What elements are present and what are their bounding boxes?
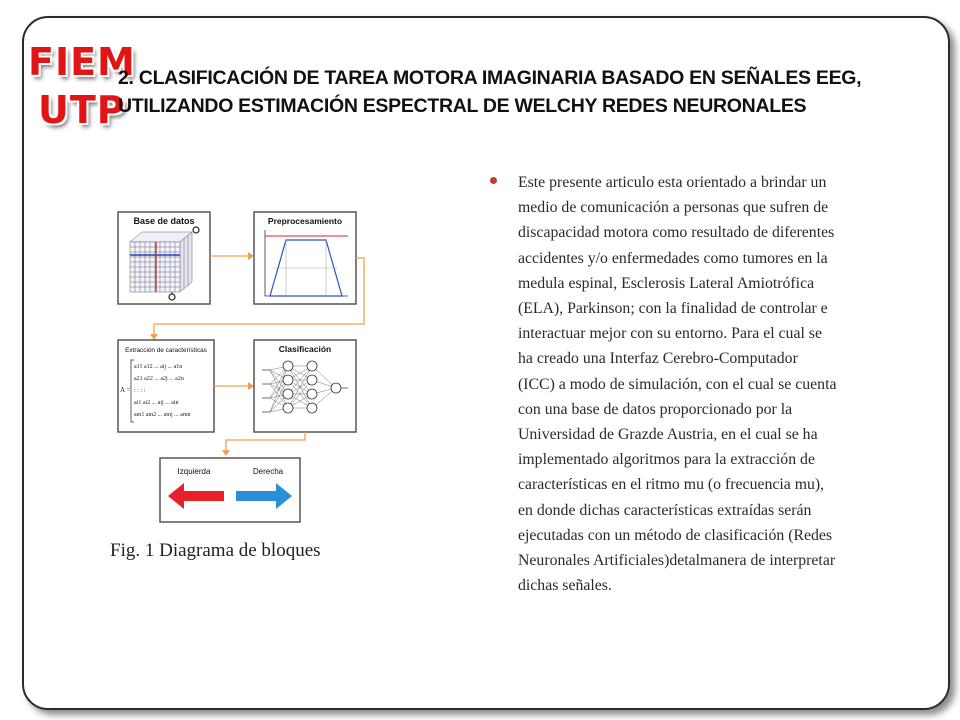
- paragraph-line: accidentes y/o enfermedades como tumores en la: [518, 249, 828, 267]
- data-cube-icon: [130, 232, 192, 292]
- title-line-1: 2. CLASIFICACIÓN DE TAREA MOTORA IMAGINARIA BASADO EN SEÑALES EEG,: [118, 67, 862, 89]
- logo-fiem: FIEM: [28, 40, 136, 84]
- database-block: [118, 212, 210, 304]
- paragraph-line: (ICC) a modo de simulación, con el cual se cuenta: [518, 375, 837, 393]
- extraction-block: [118, 340, 214, 432]
- preprocessing-block: [254, 212, 356, 304]
- paragraph-line: ejecutadas con un método de clasificación (Redes: [518, 526, 833, 544]
- classification-block: [254, 340, 356, 432]
- classification-label: Clasificación: [278, 344, 332, 354]
- matrix-row: ai1 ai2 ... aij ... ain: [134, 400, 179, 406]
- matrix-row: a11 a12 ... aij ... a1n: [134, 364, 183, 370]
- paragraph-line: interactuar mejor con su entorno. Para el cual se: [518, 325, 822, 343]
- arrow-link-1: [210, 252, 254, 260]
- extraction-label: Extracción de características: [125, 347, 207, 354]
- matrix-row: : : : :: [134, 388, 146, 394]
- arrow-link-3: [214, 382, 254, 390]
- paragraph-line: (ELA), Parkinson; con la finalidad de controlar e: [518, 300, 828, 318]
- paragraph-line: ha creado una Interfaz Cerebro-Computador: [518, 350, 798, 368]
- bullet-paragraph: [490, 170, 905, 598]
- paragraph-line: en donde dichas características extraídas serán: [518, 501, 812, 519]
- block-diagram: [108, 200, 366, 528]
- matrix-row: a21 a22 ... a2j ... a2n: [134, 376, 184, 382]
- paragraph-line: Este presente articulo esta orientado a brindar un: [518, 174, 827, 191]
- paragraph-text: [518, 170, 905, 598]
- slide-title: [118, 64, 918, 120]
- matrix-row: am1 am2 ... amj ... amn: [134, 412, 191, 418]
- left-label: Izquierda: [177, 467, 211, 476]
- logo-utp: UTP: [38, 88, 126, 132]
- paragraph-line: medula espinal, Esclerosis Lateral Amiotrófica: [518, 274, 815, 292]
- arrow-link-4: [222, 432, 305, 456]
- matrix-symbol: A =: [120, 386, 131, 394]
- paragraph-line: con una base de datos proporcionado por la: [518, 400, 793, 418]
- bullet-dot-icon: [490, 177, 497, 184]
- database-label: Base de datos: [133, 216, 195, 226]
- paragraph-line: implementado algoritmos para la extracción de: [518, 451, 815, 469]
- paragraph-line: Neuronales Artificiales)detalmanera de interpretar: [518, 552, 836, 570]
- output-block: [160, 458, 300, 522]
- paragraph-line: dichas señales.: [518, 577, 612, 595]
- figure-caption: Fig. 1 Diagrama de bloques: [110, 540, 321, 561]
- title-line-2: UTILIZANDO ESTIMACIÓN ESPECTRAL DE WELCHY REDES NEURONALES: [118, 95, 807, 117]
- preprocessing-label: Preprocesamiento: [267, 216, 343, 226]
- paragraph-line: discapacidad motora como resultado de diferentes: [518, 224, 835, 242]
- paragraph-line: Universidad de Grazde Austria, en el cual se ha: [518, 426, 818, 444]
- right-label: Derecha: [252, 467, 284, 476]
- paragraph-line: características en el ritmo mu (o frecuencia mu),: [518, 476, 825, 494]
- paragraph-line: medio de comunicación a personas que sufren de: [518, 199, 829, 217]
